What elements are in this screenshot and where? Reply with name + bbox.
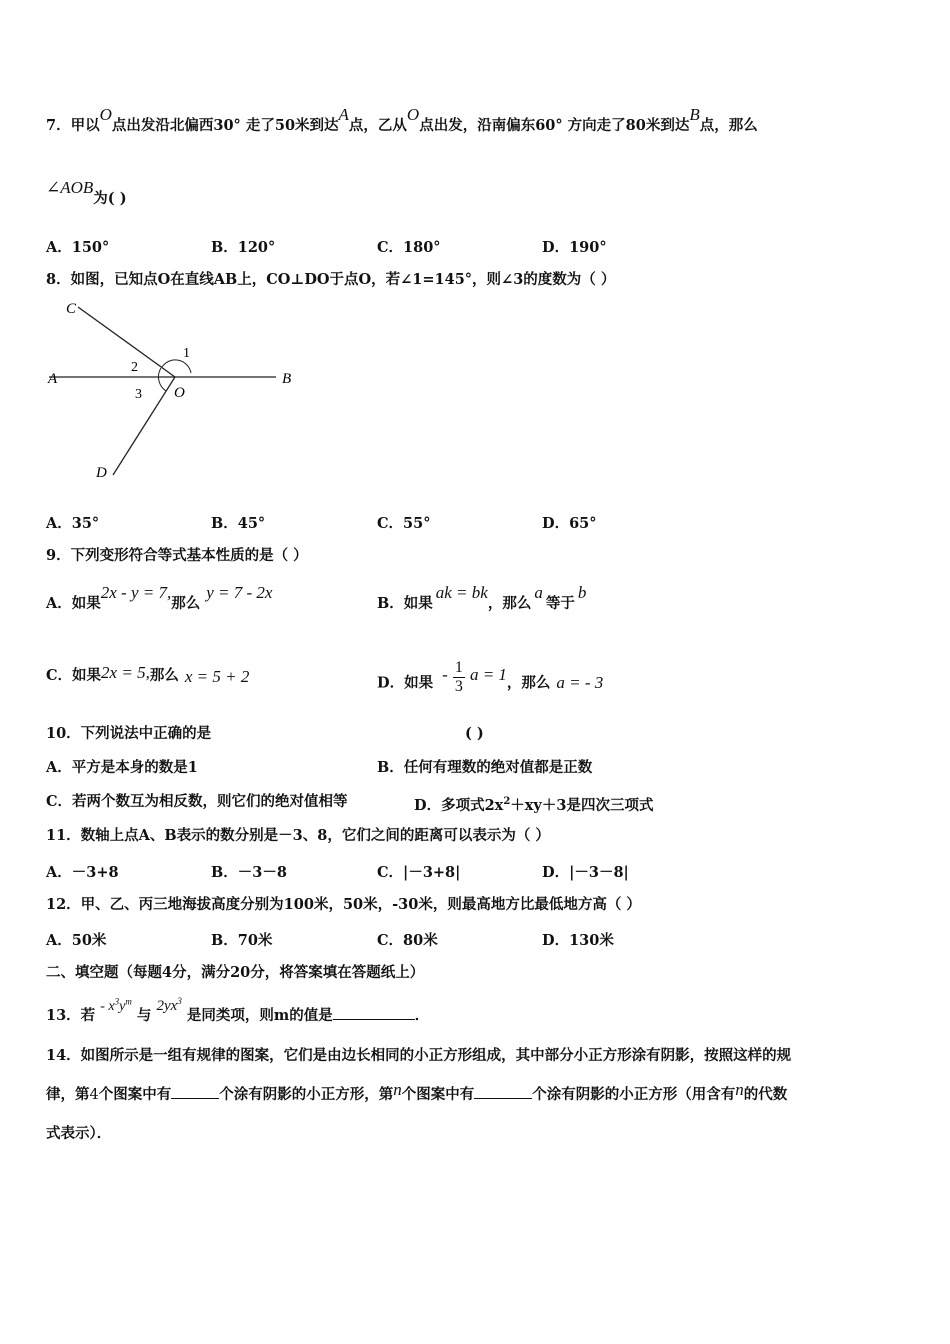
q13-term-1: - $x^3y^m$	[100, 996, 132, 1014]
q9-option-c	[46, 665, 249, 686]
q10-option-c: C．若两个数互为相反数，则它们的绝对值相等	[46, 793, 348, 810]
q9-text: 那么	[149, 667, 179, 684]
q9-text: 那么	[171, 595, 201, 612]
q12-option-c: C．80米	[377, 932, 438, 949]
q12-option-b: B．70米	[211, 932, 273, 949]
q14-line3: 式表示）．	[46, 1125, 112, 1142]
q11-stem: 11．数轴上点A、B表示的数分别是－3、8，它们之间的距离可以表示为（ ）	[46, 827, 550, 844]
q13-text: 是同类项，则m的值是	[186, 1007, 333, 1024]
q9-math: a	[534, 583, 543, 602]
q9-math: 2x - y = 7,	[100, 583, 172, 602]
q8-figure	[44, 295, 304, 485]
q13-text: ．	[414, 1007, 430, 1024]
q14-number: 4	[89, 1087, 99, 1103]
q12-option-d: D．130米	[542, 932, 614, 949]
q9-math: 2x = 5,	[101, 663, 150, 682]
q9-math: y = 7 - 2x	[206, 583, 273, 602]
q9-option-b	[377, 583, 587, 614]
q7-point-o: O	[406, 105, 420, 124]
angle-2-3-arc	[158, 368, 166, 391]
q7-option-d: D．190°	[542, 239, 607, 256]
q9-math: a = - 3	[556, 672, 604, 692]
q12-stem: 12．甲、乙、丙三地海拔高度分别为100米，50米，-30米，则最高地方比最低地方高（ ）	[46, 896, 641, 913]
label-o: O	[174, 385, 185, 401]
q13-text: 与	[136, 1007, 152, 1024]
q10-stem: 10．下列说法中正确的是	[46, 725, 212, 742]
q13-text: 13．若	[46, 1007, 96, 1024]
q9-text: D．如果	[377, 674, 434, 692]
q9-fraction	[453, 659, 465, 696]
section-2-heading: 二、填空题（每题4分，满分20分，将答案填在答题纸上）	[46, 964, 425, 981]
q14-math-n: n	[735, 1080, 744, 1099]
q7-text: 点，乙从	[348, 117, 407, 134]
q7-text: 点出发，沿南偏东60° 方向走了80米到达	[419, 117, 690, 134]
q9-text: ，那么	[506, 674, 551, 692]
q14-text: 个涂有阴影的小正方形（用含有	[532, 1086, 736, 1103]
q12-option-a: A．50米	[46, 932, 107, 949]
q9-stem: 9．下列变形符合等式基本性质的是（ ）	[46, 547, 308, 564]
q7-point-o: O	[99, 105, 112, 124]
q10-option-b: B．任何有理数的绝对值都是正数	[377, 759, 593, 776]
ray-od	[113, 377, 175, 475]
q9-math: a = 1	[469, 664, 507, 684]
q14-answer-blank-1[interactable]	[171, 1084, 219, 1099]
q14-line2	[46, 1080, 788, 1105]
q10-paren: ( )	[465, 725, 484, 742]
q7-option-b: B．120°	[211, 239, 276, 256]
q7-angle-aob: ∠AOB	[46, 178, 94, 197]
q9-math: ak = bk	[435, 583, 488, 602]
label-d: D	[96, 465, 107, 481]
q8-option-b: B．45°	[211, 515, 266, 532]
q14-text: 个图案中有	[98, 1086, 172, 1103]
q9-text: C．如果	[46, 667, 102, 684]
label-c: C	[66, 301, 77, 317]
q7-line1	[46, 105, 758, 136]
q9-math: b	[577, 583, 587, 602]
q13-answer-blank[interactable]	[333, 1005, 415, 1020]
q14-text: 的代数	[743, 1086, 788, 1103]
q8-option-d: D．65°	[542, 515, 597, 532]
q14-answer-blank-2[interactable]	[474, 1084, 532, 1099]
q9-math: x = 5 + 2	[184, 667, 250, 686]
q10-superscript: 2	[503, 796, 511, 807]
q14-text: 律，第	[46, 1086, 90, 1103]
q10-text: D．多项式2x	[414, 796, 504, 814]
q8-option-c: C．55°	[377, 515, 431, 532]
q9-math: -	[442, 664, 448, 684]
q8-option-a: A．35°	[46, 515, 100, 532]
q8-stem: 8．如图，已知点O在直线AB上，CO⊥DO于点O，若∠1=145°，则∠3的度数为（ ）	[46, 271, 616, 288]
q7-text: 为( )	[93, 190, 127, 207]
q14-text: 个涂有阴影的小正方形，第	[219, 1086, 394, 1103]
q7-text: 点出发沿北偏西30° 走了50米到达	[111, 117, 339, 134]
q7-option-c: C．180°	[377, 239, 441, 256]
label-angle-1: 1	[183, 346, 190, 361]
q7-point-b: B	[689, 105, 700, 124]
q10-option-d	[414, 792, 653, 816]
q9-text: B．如果	[377, 595, 433, 612]
q10-text: ＋xy＋3是四次三项式	[510, 796, 654, 814]
q9-text: 等于	[545, 595, 575, 612]
q9-text: A．如果	[46, 595, 101, 612]
label-a: A	[48, 371, 58, 387]
q13-term-2: $2yx^3$	[156, 996, 182, 1014]
q9-fraction-denominator: 3	[454, 678, 463, 695]
label-b: B	[282, 371, 292, 387]
q13-line	[46, 996, 430, 1027]
q10-option-a: A．平方是本身的数是1	[46, 759, 198, 776]
q11-option-c: C．|－3+8|	[377, 864, 461, 881]
q14-text: 个图案中有	[401, 1086, 475, 1103]
q7-text: 点，那么	[699, 117, 758, 134]
q7-line2	[46, 178, 127, 209]
ray-oc	[78, 307, 175, 377]
label-angle-3: 3	[135, 387, 142, 402]
q14-line1: 14．如图所示是一组有规律的图案，它们是由边长相同的小正方形组成，其中部分小正方形涂有阴影，按照这样的规	[46, 1047, 792, 1064]
q11-option-a: A．－3+8	[46, 864, 119, 881]
q11-option-d: D．|－3－8|	[542, 864, 629, 881]
q7-text: 7．甲以	[46, 117, 100, 134]
q9-fraction-numerator: 1	[454, 659, 463, 676]
q7-point-a: A	[338, 105, 349, 124]
q9-option-a	[46, 583, 273, 614]
q9-option-d	[377, 659, 604, 702]
q11-option-b: B．－3－8	[211, 864, 287, 881]
q14-math-n: n	[393, 1080, 402, 1099]
q9-text: ，那么	[487, 595, 532, 612]
label-angle-2: 2	[131, 360, 138, 375]
q7-option-a: A．150°	[46, 239, 110, 256]
